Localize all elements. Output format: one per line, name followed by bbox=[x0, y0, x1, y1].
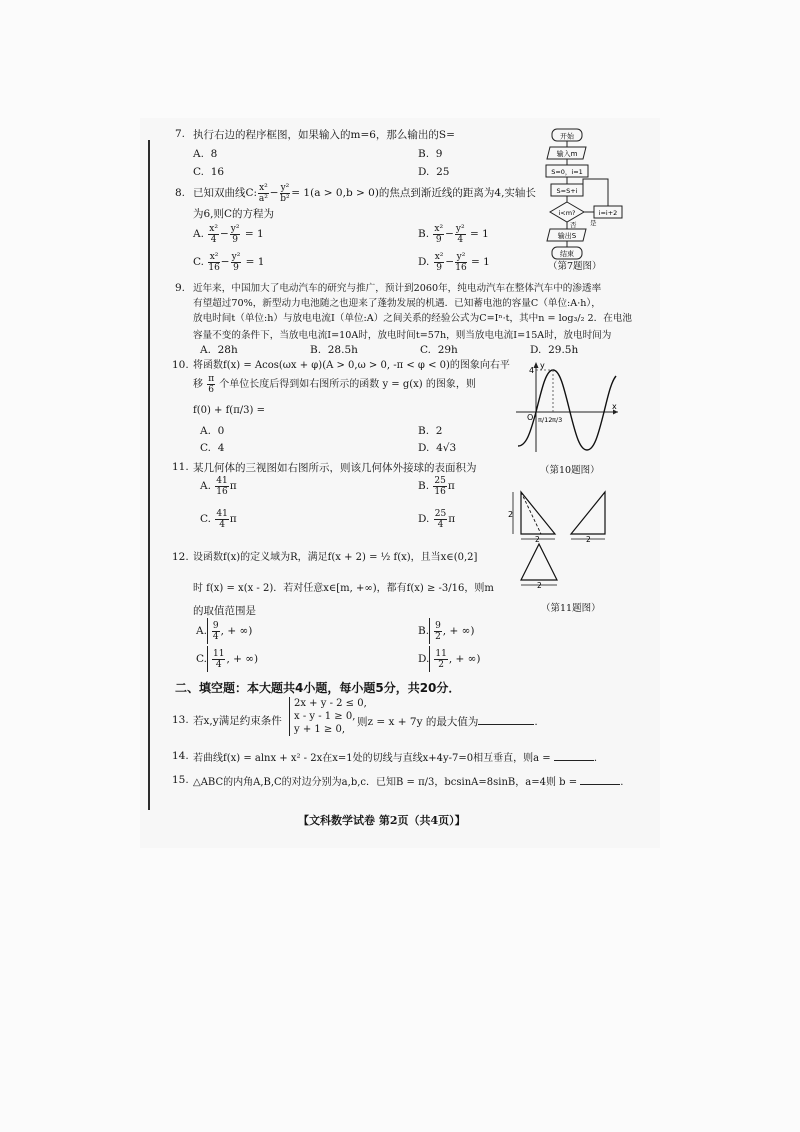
q7-number: 7. bbox=[175, 128, 186, 140]
q11-stem: 某几何体的三视图如右图所示，则该几何体外接球的表面积为 bbox=[193, 462, 477, 474]
q11-option-b: B. $\frac{25}{16}$ π bbox=[418, 475, 455, 497]
q10-option-c: C. 4 bbox=[200, 442, 225, 454]
flow-yes-label: 是 bbox=[590, 219, 597, 227]
q13-stem-a: 若x,y满足约束条件 bbox=[193, 715, 282, 727]
q9-line1: 近年来，中国加大了电动汽车的研究与推广，预计到2060年，纯电动汽车在整体汽车中的渗透率 bbox=[193, 283, 602, 294]
q12-option-b: B. $\frac{9}{2}$ , + ∞) bbox=[418, 618, 477, 644]
q10-number: 10. bbox=[172, 359, 189, 371]
margin-line bbox=[148, 140, 150, 810]
q15-answer-blank[interactable] bbox=[580, 774, 620, 785]
view-side bbox=[571, 492, 605, 534]
graph-tick1: π/12 bbox=[538, 416, 553, 424]
q9-line4: 容量不变的条件下，当放电电流I=10A时，放电时间t=57h，则当放电电流I=15A时，放电时间为 bbox=[193, 330, 612, 341]
q12-line2: 时 f(x) = x(x - 2)．若对任意x∈[m, +∞)，都有f(x) ≥ -3/16，则m bbox=[193, 583, 494, 594]
q8-option-a: A. $\frac{\text{x²}}{4}$ − $\frac{\text{y²}}{9}$ = 1 bbox=[193, 223, 264, 245]
q8-number: 8. bbox=[175, 187, 186, 199]
page-footer: 【文科数学试卷 第2页（共4页）】 bbox=[298, 814, 466, 827]
constraint-3: y + 1 ≥ 0, bbox=[294, 724, 346, 735]
q13-number: 13. bbox=[172, 714, 189, 726]
graph-tick2: π/3 bbox=[552, 416, 563, 424]
q10-option-d: D. 4√3 bbox=[418, 442, 457, 454]
q12-option-a: A. $\frac{9}{4}$ , + ∞) bbox=[196, 618, 255, 644]
dim-base-side: 2 bbox=[586, 535, 591, 544]
q10-option-a: A. 0 bbox=[200, 425, 225, 437]
dim-base-top: 2 bbox=[537, 581, 542, 590]
flow-init-text: S=0，i=1 bbox=[551, 168, 583, 176]
graph-origin: O bbox=[527, 413, 534, 422]
flow-input-text: 输入m bbox=[556, 150, 578, 158]
view-top bbox=[521, 544, 557, 580]
q7-flowchart bbox=[538, 126, 630, 276]
q9-option-a: A. 28h bbox=[200, 344, 238, 356]
q10-graph bbox=[512, 360, 622, 456]
q12-option-d: D. $\frac{11}{2}$ , + ∞) bbox=[418, 646, 484, 672]
graph-curve bbox=[518, 370, 616, 450]
q7-option-a: A. 8 bbox=[193, 148, 218, 160]
view-front bbox=[521, 492, 555, 534]
q9-line3: 放电时间t（单位:h）与放电电流I（单位:A）之间关系的经验公式为C=Iⁿ·t，其中n = log₃/₂ 2．在电池 bbox=[193, 313, 633, 324]
dim-base-front: 2 bbox=[535, 535, 540, 544]
graph-x-label: x bbox=[612, 402, 617, 411]
q7-option-c: C. 16 bbox=[193, 166, 225, 178]
q10-line3: f(0) + f(π/3) = bbox=[193, 405, 265, 416]
q7-stem: 执行右边的程序框图，如果输入的m=6，那么输出的S= bbox=[193, 129, 455, 141]
q7-option-d: D. 25 bbox=[418, 166, 450, 178]
q9-option-b: B. 28.5h bbox=[310, 344, 358, 356]
q12-option-c: C. $\frac{11}{4}$ , + ∞) bbox=[196, 646, 261, 672]
q8-option-d: D. $\frac{\text{x²}}{9}$ − $\frac{\text{y²}}{16}$ = 1 bbox=[418, 251, 490, 273]
graph-y-tick: 4 bbox=[529, 366, 535, 375]
q11-option-d: D. $\frac{25}{4}$ π bbox=[418, 508, 456, 530]
q14-stem: 若曲线f(x) = alnx + x² - 2x在x=1处的切线与直线x+4y-7=0相互垂直，则a = . bbox=[193, 750, 597, 766]
q10-option-b: B. 2 bbox=[418, 425, 443, 437]
q14-number: 14. bbox=[172, 750, 189, 762]
flow-end-text: 结束 bbox=[560, 250, 574, 258]
q9-option-d: D. 29.5h bbox=[530, 344, 579, 356]
flow-no-label: 否 bbox=[570, 221, 577, 229]
q10-line2: 移 $\frac{\pi}{6}$ 个单位长度后得到如右图所示的函数 y = g(x) 的图象，则 bbox=[193, 374, 476, 395]
dim-side: 2 bbox=[508, 510, 514, 519]
constraint-1: 2x + y - 2 ≤ 0, bbox=[294, 698, 367, 709]
q9-option-c: C. 29h bbox=[420, 344, 458, 356]
q8-stem-cont: 为6,则C的方程为 bbox=[193, 208, 275, 220]
q11-three-views bbox=[505, 488, 635, 590]
graph-y-label: y bbox=[540, 361, 545, 370]
q11-option-a: A. $\frac{41}{16}$ π bbox=[200, 475, 237, 497]
q13-answer-blank[interactable] bbox=[478, 714, 534, 725]
q11-caption: （第11题图） bbox=[541, 603, 601, 614]
q15-number: 15. bbox=[172, 774, 189, 786]
constraint-2: x - y - 1 ≥ 0, bbox=[294, 711, 356, 722]
q12-number: 12. bbox=[172, 551, 189, 563]
q8-option-c: C. $\frac{\text{x²}}{16}$ − $\frac{\text{y²}}{9}$ = 1 bbox=[193, 251, 265, 273]
q13-constraints bbox=[289, 697, 367, 736]
q12-line1: 设函数f(x)的定义域为R，满足f(x + 2) = ½ f(x)，且当x∈(0,2] bbox=[193, 552, 478, 563]
q7-caption: （第7题图） bbox=[548, 261, 602, 272]
flow-update-text: i=i+2 bbox=[598, 209, 618, 217]
flow-assign-text: S=S+i bbox=[556, 187, 578, 195]
flow-start-text: 开始 bbox=[560, 132, 574, 141]
q11-number: 11. bbox=[172, 461, 189, 473]
section2-heading: 二、填空题：本大题共4小题，每小题5分，共20分． bbox=[175, 681, 461, 695]
q14-answer-blank[interactable] bbox=[554, 750, 594, 761]
q11-option-c: C. $\frac{41}{4}$ π bbox=[200, 508, 237, 530]
flow-condition-text: i<m? bbox=[558, 209, 576, 217]
q12-line3: 的取值范围是 bbox=[193, 605, 256, 617]
q9-number: 9. bbox=[175, 282, 186, 294]
q10-caption: （第10题图） bbox=[540, 465, 600, 476]
flow-output-text: 输出S bbox=[557, 232, 577, 240]
q13-stem-b: 则z = x + 7y 的最大值为 . bbox=[357, 716, 538, 728]
q8-option-b: B. $\frac{\text{x²}}{9}$ − $\frac{\text{y²}}{4}$ = 1 bbox=[418, 223, 489, 245]
q15-stem: △ABC的内角A,B,C的对边分别为a,b,c．已知B = π/3，bcsinA=8sinB，a=4则 b = . bbox=[193, 774, 623, 790]
q8-stem: 已知双曲线C: $\frac{\text{x²}}{\text{a²}}$ − $\frac{\text{y²}}{\text{b²}}$ = 1(a > 0,b > 0)的焦点到渐近线的距离为4,实轴长 bbox=[193, 182, 536, 204]
q10-line1: 将函数f(x) = Acos(ωx + φ)(A > 0,ω > 0, -π < φ < 0)的图象向右平 bbox=[193, 360, 510, 371]
q9-line2: 有望超过70%，新型动力电池随之也迎来了蓬勃发展的机遇．已知蓄电池的容量C（单位:A·h）， bbox=[193, 298, 601, 309]
q7-option-b: B. 9 bbox=[418, 148, 443, 160]
